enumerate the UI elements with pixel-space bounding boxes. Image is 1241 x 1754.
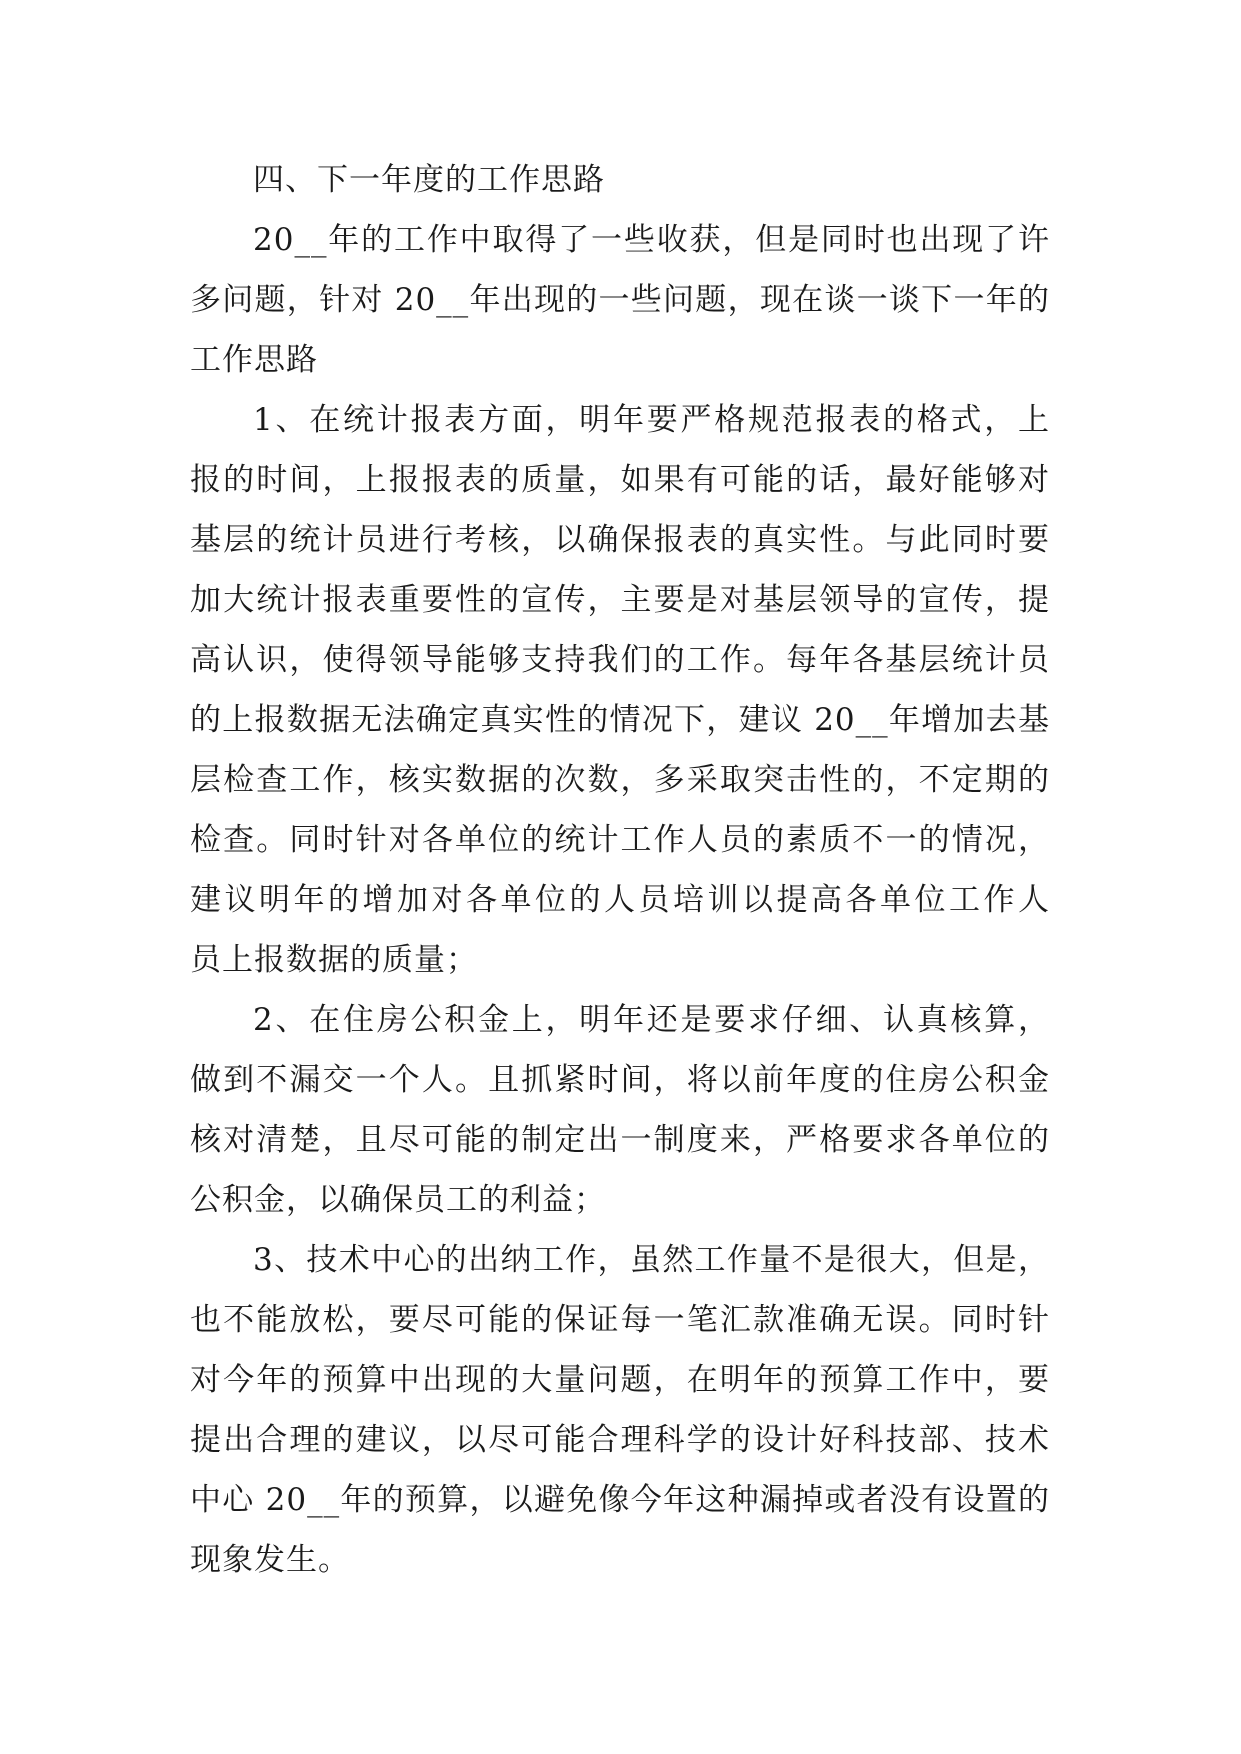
section-heading: 四、下一年度的工作思路 [253,162,605,198]
paragraph-line: 提出合理的建议，以尽可能合理科学的设计好科技部、技术 [190,1422,1050,1458]
paragraph-line: 3、技术中心的出纳工作，虽然工作量不是很大，但是， [253,1242,1050,1278]
paragraph-line: 高认识，使得领导能够支持我们的工作。每年各基层统计员 [190,642,1050,678]
paragraph-line: 的上报数据无法确定真实性的情况下，建议 20__年增加去基 [190,702,1050,738]
paragraph-2 [190,390,1050,990]
paragraph-line: 层检查工作，核实数据的次数，多采取突击性的，不定期的 [190,762,1050,798]
document-page [190,150,1050,1590]
paragraph-line: 检查。同时针对各单位的统计工作人员的素质不一的情况， [190,822,1050,858]
paragraph-line: 基层的统计员进行考核，以确保报表的真实性。与此同时要 [190,522,1050,558]
paragraph-3 [190,990,1050,1230]
paragraph-line: 员上报数据的质量； [190,942,478,978]
paragraph-line: 中心 20__年的预算，以避免像今年这种漏掉或者没有设置的 [190,1482,1050,1518]
paragraph-line: 2、在住房公积金上，明年还是要求仔细、认真核算， [253,1002,1050,1038]
paragraph-line: 对今年的预算中出现的大量问题，在明年的预算工作中，要 [190,1362,1050,1398]
paragraph-line: 核对清楚，且尽可能的制定出一制度来，严格要求各单位的 [190,1122,1050,1158]
paragraph-line: 工作思路 [190,342,318,378]
paragraph-1 [190,210,1050,390]
paragraph-line: 公积金，以确保员工的利益； [190,1182,606,1218]
paragraph-line: 报的时间，上报报表的质量，如果有可能的话，最好能够对 [190,462,1050,498]
paragraph-line: 加大统计报表重要性的宣传，主要是对基层领导的宣传，提 [190,582,1050,618]
paragraph-line: 建议明年的增加对各单位的人员培训以提高各单位工作人 [190,882,1050,918]
paragraph-line: 现象发生。 [190,1542,350,1578]
paragraph-line: 1、在统计报表方面，明年要严格规范报表的格式，上 [253,402,1050,438]
paragraph-line: 多问题，针对 20__年出现的一些问题，现在谈一谈下一年的 [190,282,1050,318]
paragraph-line: 也不能放松，要尽可能的保证每一笔汇款准确无误。同时针 [190,1302,1050,1338]
paragraph-line: 做到不漏交一个人。且抓紧时间，将以前年度的住房公积金 [190,1062,1050,1098]
paragraph-4 [190,1230,1050,1590]
paragraph-line: 20__年的工作中取得了一些收获，但是同时也出现了许 [253,222,1050,258]
